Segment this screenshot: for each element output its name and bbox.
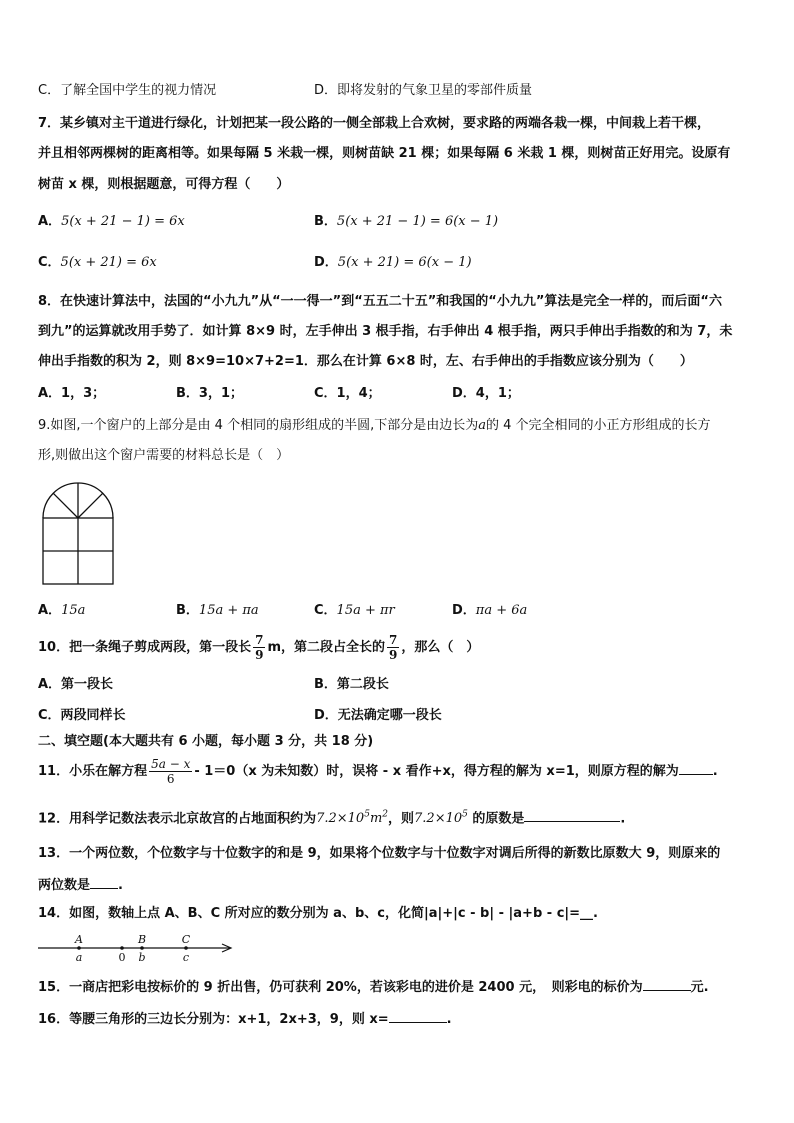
q9-option-b-expression: 15a + πa <box>198 603 259 618</box>
q11-stem-pre: 11．小乐在解方程 <box>38 764 148 779</box>
q10-stem <box>38 630 479 666</box>
q7-option-c <box>38 253 157 273</box>
q6-option-d: D．即将发射的气象卫星的零部件质量 <box>314 83 533 98</box>
section-heading-fill-in: 二、填空题(本大题共有 6 小题，每小题 3 分，共 18 分) <box>38 734 374 749</box>
point-b-label: B <box>137 933 147 946</box>
q10-stem-pre: 10．把一条绳子剪成两段，第一段长 <box>38 640 252 655</box>
q12-area-expression <box>316 811 388 826</box>
q11-fraction-numerator: 5a − x <box>151 757 191 771</box>
q10-stem-post: ，那么（ ） <box>401 640 480 655</box>
q9-option-a <box>38 601 85 621</box>
q8-option-c: C．1，4； <box>314 386 381 401</box>
q10-fraction-second-share <box>387 633 399 662</box>
q13-stem-line2 <box>38 874 123 896</box>
q7-option-d-equation: 5(x + 21) = 6(x − 1) <box>337 255 472 270</box>
q7-stem-line1: 7．某乡镇对主干道进行绿化，计划把某一段公路的一侧全部栽上合欢树，要求路的两端各栽一棵，中间栽上若干棵， <box>38 116 711 131</box>
q9-stem-variable: a <box>478 418 486 433</box>
q7-option-b <box>314 212 498 232</box>
q7-option-c-label: C． <box>38 255 61 270</box>
point-c-dot <box>184 946 188 950</box>
q10-option-b: B．第二段长 <box>314 677 389 692</box>
q9-stem-line2: 形,则做出这个窗户需要的材料总长是（ ） <box>38 448 290 463</box>
point-c-label: C <box>181 933 191 946</box>
q12-expr1-base: 7.2×10 <box>316 811 365 827</box>
q7-option-d-label: D． <box>314 255 338 270</box>
q9-option-d-expression: πa + 6a <box>475 603 528 618</box>
q16-stem-pre: 16．等腰三角形的三边长分别为：x+1，2x+3，9，则 x= <box>38 1012 389 1027</box>
q12-stem-end: . <box>620 811 626 827</box>
q13-stem-line2-end: . <box>118 878 123 893</box>
q10-stem-mid: m，第二段占全长的 <box>267 640 385 655</box>
q7-option-a-equation: 5(x + 21 − 1) = 6x <box>61 214 185 229</box>
q12-value-expression <box>414 811 468 826</box>
q7-stem-line3: 树苗 x 棵，则根据题意，可得方程（ ） <box>38 177 290 192</box>
q12-stem-post: 的原数是 <box>467 811 525 827</box>
q12-stem-pre: 12．用科学记数法表示北京故宫的占地面积约为 <box>38 811 317 827</box>
point-a-dot <box>77 946 81 950</box>
q7-option-a-label: A． <box>38 214 62 229</box>
q12-stem <box>38 805 625 829</box>
q10-fraction2-numerator: 7 <box>389 633 398 647</box>
q11-stem-post: - 1＝0（x 为未知数）时，误将 - x 看作+x，得方程的解为 x=1，则原方程的解为 <box>194 764 679 779</box>
q13-stem-line2-pre: 两位数是 <box>38 878 91 893</box>
q16-answer-blank[interactable] <box>389 1008 447 1023</box>
value-c-label: c <box>182 951 190 964</box>
q6-option-c: C．了解全国中学生的视力情况 <box>38 83 217 98</box>
q13-answer-blank[interactable] <box>90 874 118 889</box>
q14-stem: 14．如图，数轴上点 A、B、C 所对应的数分别为 a、b、c，化简|a|+|c - b| - |a+b - c|=__. <box>38 906 598 921</box>
value-b-label: b <box>138 951 146 964</box>
q9-stem-pre: 9.如图,一个窗户的上部分是由 4 个相同的扇形组成的半圆,下部分是由边长为 <box>38 418 479 433</box>
q9-option-b <box>176 601 259 621</box>
q7-option-b-label: B． <box>314 214 337 229</box>
q15-stem-pre: 15．一商店把彩电按标价的 9 折出售，仍可获利 20%，若该彩电的进价是 2400 元， 则彩电的标价为 <box>38 980 643 995</box>
q10-fraction1-denominator: 9 <box>255 648 264 662</box>
q10-fraction-first-length <box>253 633 265 662</box>
window-sector-line-left <box>53 493 78 518</box>
q7-stem-line2: 并且相邻两棵树的距离相等。如果每隔 5 米栽一棵，则树苗缺 21 棵；如果每隔 6 米栽 1 棵，则树苗正好用完。设原有 <box>38 146 731 161</box>
q12-expr1-exponent: 5 <box>364 810 370 820</box>
q16-stem-end: . <box>446 1012 452 1027</box>
q10-fraction1-numerator: 7 <box>255 633 264 647</box>
q8-stem-line3: 伸出手指数的积为 2，则 8×9=10×7+2=1．那么在计算 6×8 时，左、右手伸出的手指数应该分别为（ ） <box>38 354 693 369</box>
point-a-label: A <box>75 933 83 946</box>
q12-stem-mid: ，则 <box>388 811 415 827</box>
q11-answer-blank[interactable] <box>679 760 713 775</box>
q8-option-b: B．3，1； <box>176 386 243 401</box>
q11-fraction <box>149 757 192 786</box>
q9-option-b-label: B． <box>176 603 199 618</box>
q7-option-d <box>314 253 472 273</box>
value-a-label: a <box>75 951 83 964</box>
window-sector-line-right <box>78 493 103 518</box>
q11-stem <box>38 754 718 790</box>
q12-answer-blank[interactable] <box>524 807 620 822</box>
q10-option-a: A．第一段长 <box>38 677 114 692</box>
q9-stem-post: 的 4 个完全相同的小正方形组成的长方 <box>485 418 711 433</box>
q12-expr2-exponent: 5 <box>462 810 468 820</box>
q9-stem-line1 <box>38 416 711 436</box>
q9-option-c-label: C． <box>314 603 337 618</box>
window-figure <box>38 478 118 588</box>
q10-option-c: C．两段同样长 <box>38 708 126 723</box>
q7-option-a <box>38 212 185 232</box>
q8-option-d: D．4，1； <box>452 386 520 401</box>
q12-expr1-unit: m <box>369 811 383 827</box>
q9-option-d <box>452 601 527 621</box>
q15-stem-end: 元. <box>690 980 709 995</box>
q13-stem-line1: 13．一个两位数，个位数字与十位数字的和是 9，如果将个位数字与十位数字对调后所得的新数比原数大 9，则原来的 <box>38 846 721 861</box>
q9-option-a-expression: 15a <box>61 603 86 618</box>
q9-option-a-label: A． <box>38 603 62 618</box>
origin-label: 0 <box>118 951 126 964</box>
q10-fraction2-denominator: 9 <box>389 648 398 662</box>
q16-stem <box>38 1008 452 1030</box>
q9-option-c <box>314 601 395 621</box>
q9-option-d-label: D． <box>452 603 476 618</box>
q12-expr1-unit-exponent: 2 <box>382 810 388 820</box>
q7-option-b-equation: 5(x + 21 − 1) = 6(x − 1) <box>336 214 499 229</box>
q11-stem-end: . <box>712 764 718 779</box>
origin-dot <box>120 946 124 950</box>
q8-stem-line1: 8．在快速计算法中，法国的“小九九”从“一一得一”到“五五二十五”和我国的“小九九”算法是完全一样的，而后面“六 <box>38 294 722 309</box>
number-line-figure <box>36 932 236 966</box>
q10-option-d: D．无法确定哪一段长 <box>314 708 442 723</box>
q11-fraction-denominator: 6 <box>166 772 175 786</box>
point-b-dot <box>140 946 144 950</box>
q12-expr2-base: 7.2×10 <box>414 811 463 827</box>
q7-option-c-equation: 5(x + 21) = 6x <box>60 255 157 270</box>
q15-answer-blank[interactable] <box>643 976 691 991</box>
q15-stem <box>38 976 709 998</box>
q8-stem-line2: 到九”的运算就改用手势了．如计算 8×9 时，左手伸出 3 根手指，右手伸出 4 根手指，两只手伸出手指数的和为 7，未 <box>38 324 733 339</box>
q8-option-a: A．1，3； <box>38 386 106 401</box>
q9-option-c-expression: 15a + πr <box>336 603 395 618</box>
